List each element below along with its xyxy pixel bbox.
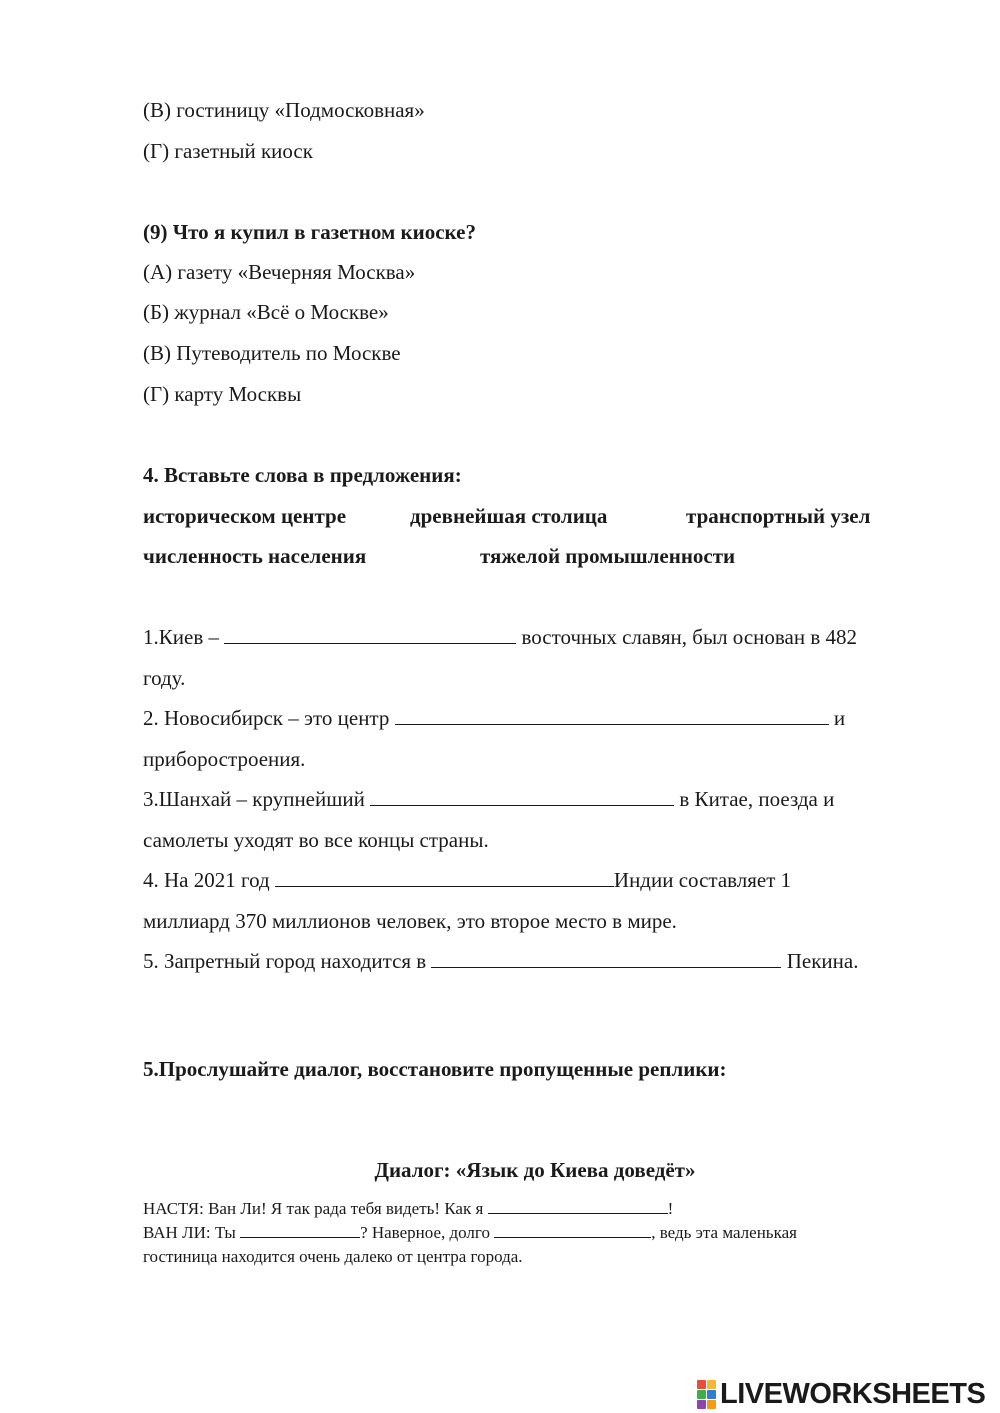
sentence-3-continued: самолеты уходят во все концы страны. bbox=[143, 828, 489, 852]
sentence-4-continued: миллиард 370 миллионов человек, это второе место в мире. bbox=[143, 909, 677, 933]
logo-square bbox=[697, 1380, 706, 1389]
word-bank-item: древнейшая столица bbox=[410, 504, 608, 528]
logo-square bbox=[707, 1380, 716, 1389]
answer-blank-5[interactable] bbox=[431, 948, 781, 968]
q8-option-g: (Г) газетный киоск bbox=[143, 139, 313, 163]
sentence-3: 3.Шанхай – крупнейший в Китае, поезда и bbox=[143, 787, 835, 811]
answer-blank-2[interactable] bbox=[395, 705, 829, 725]
dialog-line-2: ВАН ЛИ: Ты ? Наверное, долго , ведь эта маленькая bbox=[143, 1223, 797, 1242]
answer-blank-3[interactable] bbox=[370, 786, 674, 806]
dialog-blank-2[interactable] bbox=[240, 1222, 360, 1238]
q9-question: (9) Что я купил в газетном киоске? bbox=[143, 220, 476, 244]
logo-mark-icon bbox=[697, 1380, 716, 1409]
sentence-5: 5. Запретный город находится в Пекина. bbox=[143, 949, 859, 973]
word-bank-item: тяжелой промышленности bbox=[480, 544, 736, 568]
logo-square bbox=[697, 1400, 706, 1409]
answer-blank-1[interactable] bbox=[224, 624, 516, 644]
dialog-title: Диалог: «Язык до Киева доведёт» bbox=[374, 1158, 696, 1182]
logo-square bbox=[707, 1400, 716, 1409]
q8-option-v: (В) гостиницу «Подмосковная» bbox=[143, 98, 425, 122]
task5-heading: 5.Прослушайте диалог, восстановите пропущенные реплики: bbox=[143, 1057, 727, 1081]
q9-option-a: (А) газету «Вечерняя Москва» bbox=[143, 260, 416, 284]
dialog-blank-1[interactable] bbox=[488, 1198, 668, 1214]
q9-option-v: (В) Путеводитель по Москве bbox=[143, 341, 401, 365]
word-bank-item: численность населения bbox=[143, 544, 367, 568]
sentence-2: 2. Новосибирск – это центр и bbox=[143, 706, 846, 730]
logo-text: LIVEWORKSHEETS bbox=[720, 1377, 986, 1410]
task4-heading: 4. Вставьте слова в предложения: bbox=[143, 463, 462, 487]
liveworksheets-logo bbox=[697, 1378, 985, 1410]
q9-option-b: (Б) журнал «Всё о Москве» bbox=[143, 300, 389, 324]
q9-option-g: (Г) карту Москвы bbox=[143, 382, 302, 406]
sentence-4: 4. На 2021 год Индии составляет 1 bbox=[143, 868, 792, 892]
dialog-line-3: гостиница находится очень далеко от центра города. bbox=[143, 1247, 523, 1266]
sentence-1-continued: году. bbox=[143, 666, 186, 690]
sentence-1: 1.Киев – восточных славян, был основан в 482 bbox=[143, 625, 857, 649]
dialog-line-1: НАСТЯ: Ван Ли! Я так рада тебя видеть! Как я ! bbox=[143, 1199, 674, 1218]
word-bank-item: транспортный узел bbox=[686, 504, 871, 528]
logo-square bbox=[697, 1390, 706, 1399]
logo-square bbox=[707, 1390, 716, 1399]
word-bank-item: историческом центре bbox=[143, 504, 347, 528]
answer-blank-4[interactable] bbox=[275, 867, 614, 887]
sentence-2-continued: приборостроения. bbox=[143, 747, 306, 771]
dialog-blank-3[interactable] bbox=[494, 1222, 651, 1238]
